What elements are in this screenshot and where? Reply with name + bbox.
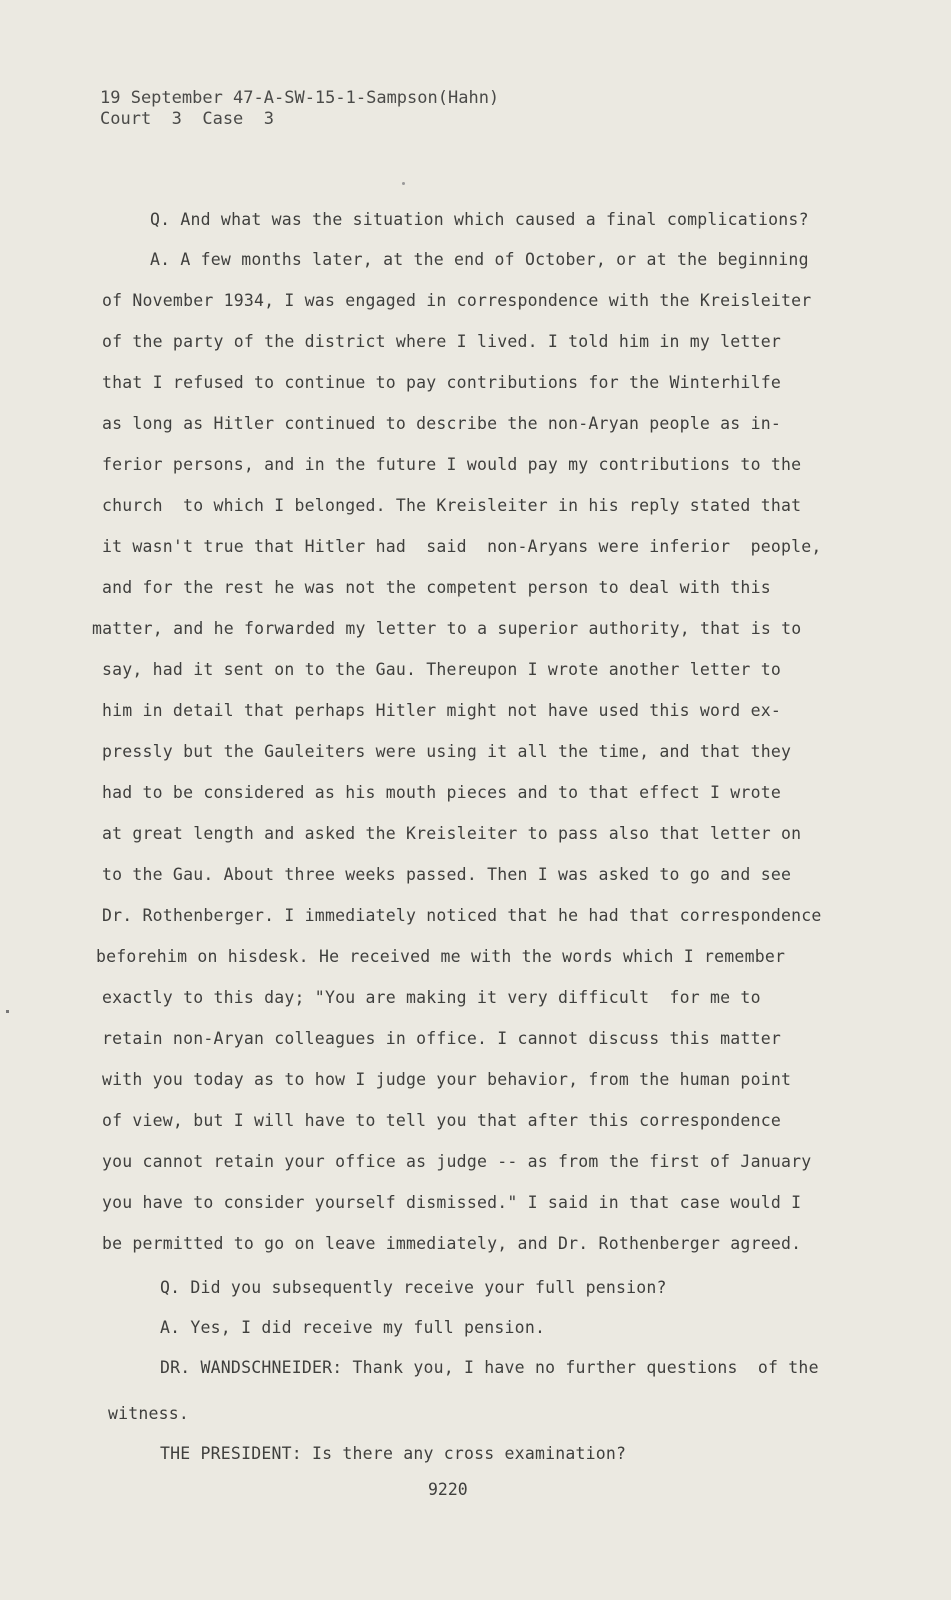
transcript-line: and for the rest he was not the competent person to deal with this <box>102 578 771 597</box>
transcript-line: him in detail that perhaps Hitler might not have used this word ex- <box>102 701 781 720</box>
transcript-line: A. A few months later, at the end of October, or at the beginning <box>150 250 809 269</box>
transcript-line: had to be considered as his mouth pieces and to that effect I wrote <box>102 783 781 802</box>
page-number: 9220 <box>428 1480 468 1499</box>
transcript-line: say, had it sent on to the Gau. Thereupon I wrote another letter to <box>102 660 781 679</box>
transcript-line: church to which I belonged. The Kreisleiter in his reply stated that <box>102 496 802 515</box>
transcript-line: be permitted to go on leave immediately, and Dr. Rothenberger agreed. <box>102 1234 802 1253</box>
transcript-line: DR. WANDSCHNEIDER: Thank you, I have no further questions of the <box>160 1358 819 1377</box>
transcript-line: Q. Did you subsequently receive your full pension? <box>160 1278 667 1297</box>
transcript-line: of view, but I will have to tell you that after this correspondence <box>102 1111 781 1130</box>
transcript-line: as long as Hitler continued to describe the non-Aryan people as in- <box>102 414 781 433</box>
transcript-line: of the party of the district where I lived. I told him in my letter <box>102 332 781 351</box>
transcript-line: you have to consider yourself dismissed." I said in that case would I <box>102 1193 802 1212</box>
transcript-line: Q. And what was the situation which caused a final complications? <box>150 210 809 229</box>
transcript-line: THE PRESIDENT: Is there any cross examination? <box>160 1444 627 1463</box>
transcript-line: it wasn't true that Hitler had said non-Aryans were inferior people, <box>102 537 822 556</box>
transcript-line: that I refused to continue to pay contributions for the Winterhilfe <box>102 373 781 392</box>
transcript-line: with you today as to how I judge your behavior, from the human point <box>102 1070 792 1089</box>
transcript-line: ferior persons, and in the future I would pay my contributions to the <box>102 455 802 474</box>
transcript-line: to the Gau. About three weeks passed. Then I was asked to go and see <box>102 865 792 884</box>
transcript-line: A. Yes, I did receive my full pension. <box>160 1318 546 1337</box>
transcript-line: exactly to this day; "You are making it very difficult for me to <box>102 988 761 1007</box>
transcript-line: retain non-Aryan colleagues in office. I cannot discuss this matter <box>102 1029 781 1048</box>
transcript-line: matter, and he forwarded my letter to a superior authority, that is to <box>92 619 802 638</box>
transcript-line: beforehim on hisdesk. He received me with the words which I remember <box>96 947 786 966</box>
transcript-line: you cannot retain your office as judge -- as from the first of January <box>102 1152 812 1171</box>
speck-mark <box>402 182 405 185</box>
transcript-line: Dr. Rothenberger. I immediately noticed that he had that correspondence <box>102 906 822 925</box>
document-header <box>100 88 499 130</box>
transcript-line: pressly but the Gauleiters were using it all the time, and that they <box>102 742 792 761</box>
transcript-line: at great length and asked the Kreisleiter to pass also that letter on <box>102 824 802 843</box>
header-line-2: Court 3 Case 3 <box>100 109 274 129</box>
header-line-1: 19 September 47-A-SW-15-1-Sampson(Hahn) <box>100 88 500 108</box>
edge-mark <box>6 1010 9 1013</box>
transcript-line: witness. <box>108 1404 190 1423</box>
transcript-line: of November 1934, I was engaged in correspondence with the Kreisleiter <box>102 291 812 310</box>
